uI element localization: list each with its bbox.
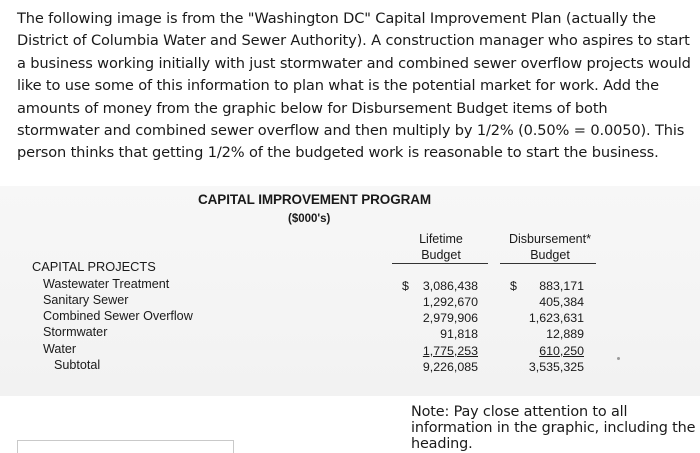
lifetime-currency-symbol: $ [402, 279, 409, 293]
row-label-stormwater: Stormwater [43, 325, 108, 339]
disbursement-wastewater: 883,171 [539, 279, 584, 293]
row-label-sanitary: Sanitary Sewer [43, 293, 129, 307]
row-label-cso: Combined Sewer Overflow [43, 309, 193, 323]
lifetime-stormwater: 91,818 [440, 327, 478, 341]
capital-projects-label: CAPITAL PROJECTS [32, 259, 156, 274]
disbursement-sanitary: 405,384 [539, 295, 584, 309]
row-label-subtotal: Subtotal [54, 358, 101, 372]
lifetime-subtotal: 9,226,085 [422, 360, 478, 374]
scroll-indicator-dot [617, 357, 620, 360]
lifetime-wastewater: 3,086,438 [422, 279, 478, 293]
disbursement-water: 610,250 [539, 344, 584, 358]
disbursement-budget-header [500, 231, 600, 264]
lifetime-water: 1,775,253 [422, 344, 478, 358]
disbursement-stormwater: 12,889 [546, 327, 584, 341]
lifetime-sanitary: 1,292,670 [422, 295, 478, 309]
header-rule-disbursement [500, 263, 596, 264]
note-text: Note: Pay close attention to all information in the graphic, including the heading. [411, 404, 696, 452]
disbursement-cso: 1,623,631 [528, 311, 584, 325]
lifetime-cso: 2,979,906 [422, 311, 478, 325]
row-label-water: Water [43, 342, 77, 356]
header-rule-lifetime [392, 263, 488, 264]
figure-title: CAPITAL IMPROVEMENT PROGRAM [198, 192, 432, 207]
disbursement-subtotal: 3,535,325 [528, 360, 584, 374]
answer-input-box[interactable] [17, 440, 234, 453]
lifetime-header-line1: Lifetime [419, 232, 463, 246]
row-label-wastewater: Wastewater Treatment [43, 277, 170, 291]
lifetime-budget-header [395, 231, 487, 264]
disbursement-currency-symbol: $ [510, 279, 517, 293]
disbursement-header-line2: Budget [530, 248, 570, 262]
figure-subtitle: ($000's) [288, 213, 331, 225]
lifetime-header-line2: Budget [421, 248, 461, 262]
disbursement-header-line1: Disbursement* [509, 232, 591, 246]
question-text: The following image is from the "Washington DC" Capital Improvement Plan (actually the District of Columbia Water and Sewer Authority). A construction manager who aspires to start a business working initially with just stormwater and combined sewer overflow projects would like to use some of this information to plan what is the potential market for work. Add the amounts of money from the graphic below for Disbursement Budget items of both stormwater and combined sewer overflow and then multiply by 1/2% (0.50% = 0.0050). This person thinks that getting 1/2% of the budgeted work is reasonable to start the business. [17, 10, 691, 162]
